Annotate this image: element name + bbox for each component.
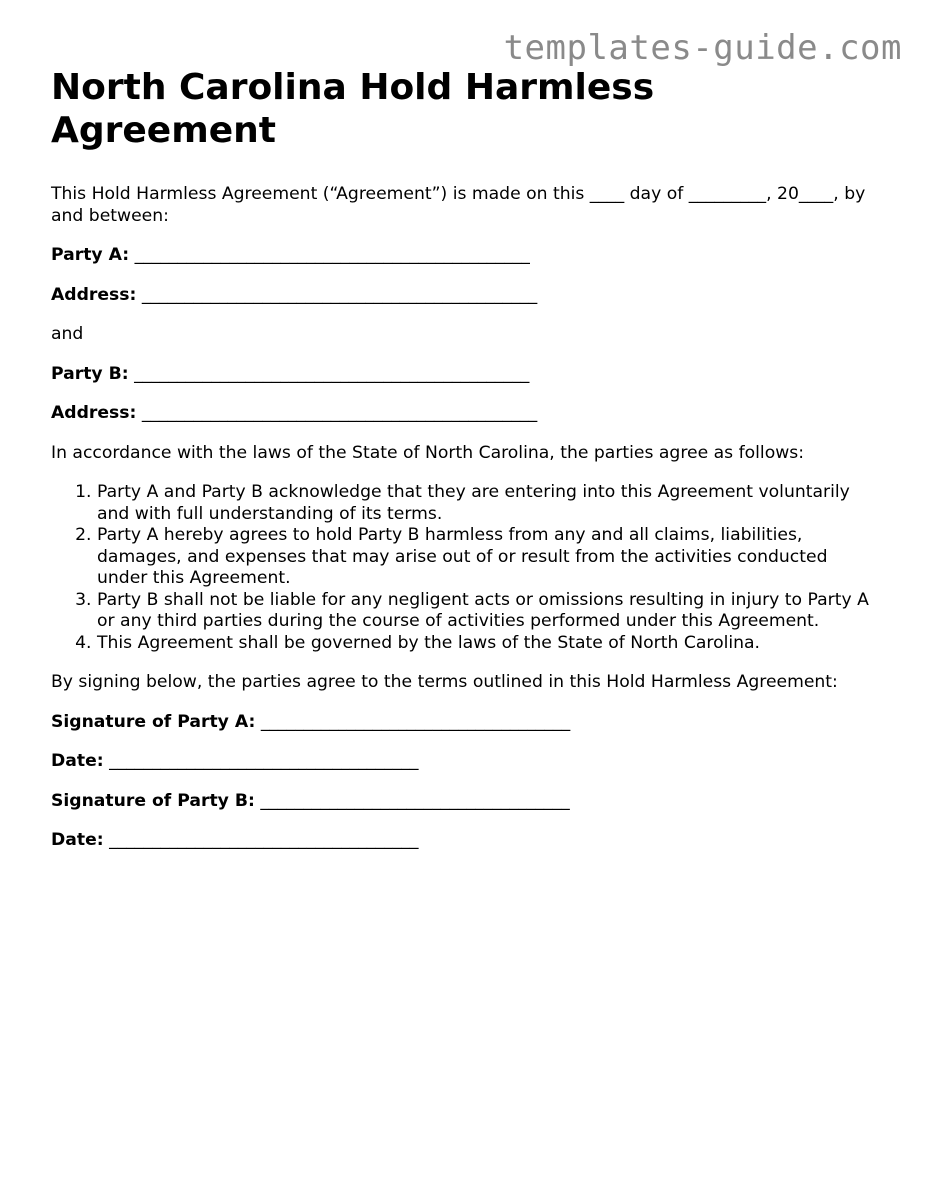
term-item: 2. Party A hereby agrees to hold Party B harmless from any and all claims, liabilities, damages, and expenses that may arise out of or result from the activities conducted under this Agreement. xyxy=(97,525,881,590)
party-a-field xyxy=(51,245,881,267)
term-item: 4. This Agreement shall be governed by the laws of the State of North Carolina. xyxy=(97,633,881,655)
party-b-field xyxy=(51,364,881,386)
document-page xyxy=(51,66,881,852)
signature-a-blank: ____________________________________ xyxy=(260,711,571,732)
accordance-paragraph: In accordance with the laws of the State of North Carolina, the parties agree as follows: xyxy=(51,442,805,463)
date-a-field xyxy=(51,751,881,773)
date-a-blank: ____________________________________ xyxy=(109,751,419,771)
watermark: templates-guide.com xyxy=(503,28,902,68)
date-b-field xyxy=(51,830,881,852)
date-b-blank: ____________________________________ xyxy=(109,830,419,850)
and-text: and xyxy=(51,324,84,344)
date-b-label: Date: xyxy=(51,830,104,850)
signature-a-field xyxy=(51,712,881,734)
term-item: 1. Party A and Party B acknowledge that they are entering into this Agreement voluntarily and with full understanding of its terms. xyxy=(97,482,881,525)
party-a-address-label: Address: xyxy=(51,284,137,305)
party-b-blank: ______________________________________________ xyxy=(134,363,530,384)
party-a-blank: ______________________________________________ xyxy=(134,245,530,265)
signature-b-field xyxy=(51,791,881,813)
closing-paragraph: By signing below, the parties agree to the terms outlined in this Hold Harmless Agreement: xyxy=(51,672,838,692)
signature-a-label: Signature of Party A: xyxy=(51,711,256,732)
date-a-label: Date: xyxy=(51,751,104,771)
party-a-label: Party A: xyxy=(51,245,130,265)
party-b-address-field xyxy=(51,403,881,425)
terms-list xyxy=(51,482,881,654)
party-b-label: Party B: xyxy=(51,363,129,384)
party-b-address-label: Address: xyxy=(51,403,137,423)
signature-b-label: Signature of Party B: xyxy=(51,790,255,811)
party-b-address-blank: ______________________________________________ xyxy=(141,403,538,423)
signature-b-blank: ____________________________________ xyxy=(260,790,570,811)
term-item: 3. Party B shall not be liable for any negligent acts or omissions resulting in injury to Party A or any third parties during the course of activities performed under this Agreement. xyxy=(97,590,881,633)
document-title: North Carolina Hold Harmless Agreement xyxy=(51,67,655,151)
party-a-address-blank: ______________________________________________ xyxy=(141,284,538,305)
party-a-address-field xyxy=(51,285,881,307)
intro-paragraph: This Hold Harmless Agreement (“Agreement”) is made on this ____ day of _________, 20____, by and between: xyxy=(51,184,866,226)
